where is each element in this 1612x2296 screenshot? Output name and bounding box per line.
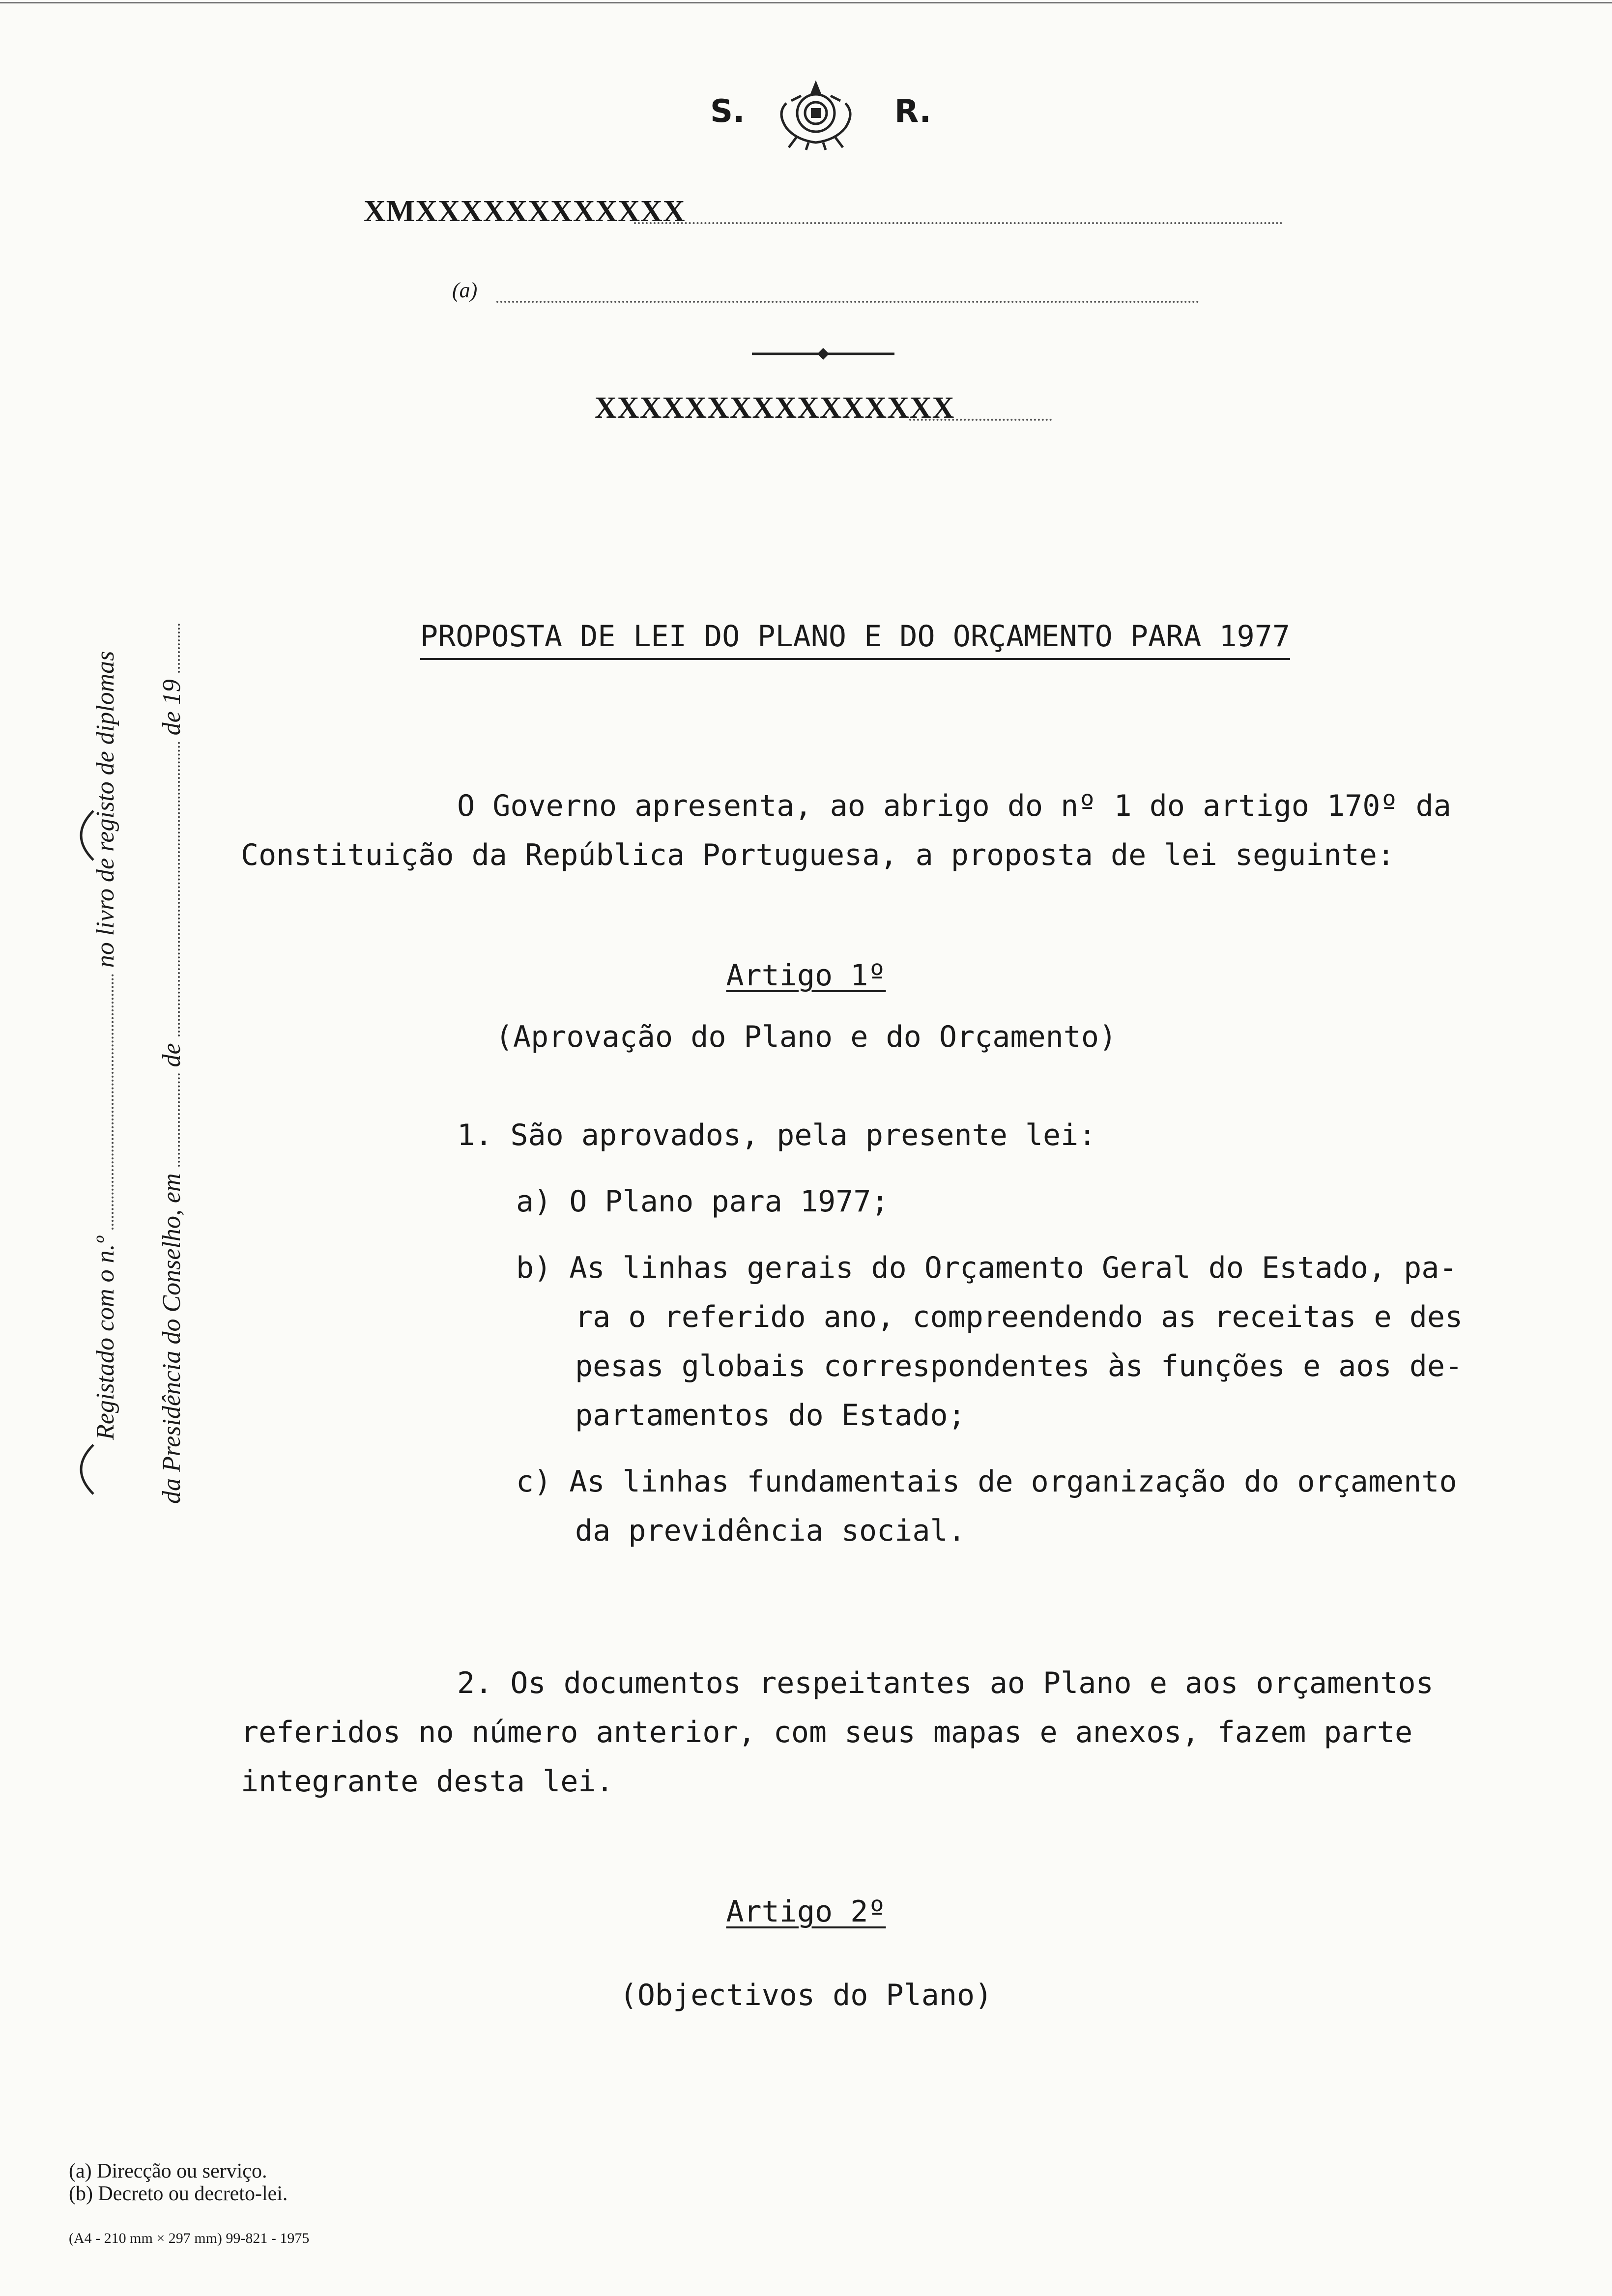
article-2-heading: Artigo 2º: [726, 1894, 886, 1929]
footnote-a: (a) Direcção ou serviço.: [69, 2160, 267, 2182]
article-2-subheading: (Objectivos do Plano): [619, 1978, 993, 2012]
ministry-dotted-line: [634, 222, 1283, 224]
struck-decree-field: XXXXXXXXXXXXXXXX: [595, 391, 955, 425]
field-a-dotted-line: [496, 301, 1199, 303]
header-letter-s: S.: [710, 93, 745, 130]
article-1-point-2-line-2: referidos no número anterior, com seus mapas e anexos, fazem parte: [241, 1715, 1413, 1750]
article-1-point-2-line-3: integrante desta lei.: [241, 1764, 614, 1799]
article-1-point-1: 1. São aprovados, pela presente lei:: [457, 1118, 1096, 1152]
coat-of-arms-icon: [767, 74, 865, 152]
top-edge-line: [0, 2, 1612, 3]
article-1-item-c-line-1: c) As linhas fundamentais de organização do orçamento: [516, 1464, 1457, 1499]
article-1-item-b-line-2: ra o referido ano, compreendendo as receitas e des: [575, 1300, 1463, 1334]
article-1-item-b-line-3: pesas globais correspondentes às funções e aos de-: [575, 1349, 1463, 1383]
document-title: PROPOSTA DE LEI DO PLANO E DO ORÇAMENTO PARA 1977: [420, 617, 1290, 660]
article-1-item-b-line-4: partamentos do Estado;: [575, 1398, 966, 1433]
registration-label-de: de: [158, 1043, 186, 1067]
decree-dotted-line: [909, 419, 1052, 421]
registration-label-book: no livro de registo de diplomas: [91, 651, 119, 968]
diamond-rule-icon: [752, 344, 894, 364]
registration-line-2: [157, 624, 186, 1504]
field-a-label: (a): [452, 278, 478, 302]
registration-label-year: de 19: [158, 679, 186, 736]
registration-label-number: Registado com o n.º: [91, 1236, 119, 1440]
header-letter-r: R.: [894, 93, 931, 130]
registration-year-blank: [178, 624, 180, 673]
print-code: (A4 - 210 mm × 297 mm) 99-821 - 1975: [69, 2230, 310, 2246]
article-1-point-2-line-1: 2. Os documentos respeitantes ao Plano e aos orçamentos: [457, 1666, 1434, 1700]
article-1-item-c-line-2: da previdência social.: [575, 1514, 966, 1548]
registration-label-presidency: da Presidência do Conselho, em: [158, 1173, 186, 1504]
article-1-subheading: (Aprovação do Plano e do Orçamento): [495, 1020, 1117, 1054]
intro-line-1: O Governo apresenta, ao abrigo do nº 1 do artigo 170º da: [457, 789, 1451, 823]
intro-line-2: Constituição da República Portuguesa, a proposta de lei seguinte:: [241, 838, 1395, 872]
article-1-heading: Artigo 1º: [726, 958, 886, 993]
article-1-item-a: a) O Plano para 1977;: [516, 1184, 889, 1219]
left-bracket-icon-upper: [59, 806, 98, 865]
struck-ministry-field: XMXXXXXXXXXXXX: [364, 195, 686, 228]
left-bracket-icon-lower: [59, 1440, 98, 1499]
article-1-item-b-line-1: b) As linhas gerais do Orçamento Geral do Estado, pa-: [516, 1251, 1457, 1285]
footnote-b: (b) Decreto ou decreto-lei.: [69, 2182, 288, 2205]
registration-day-blank: [178, 1073, 180, 1167]
